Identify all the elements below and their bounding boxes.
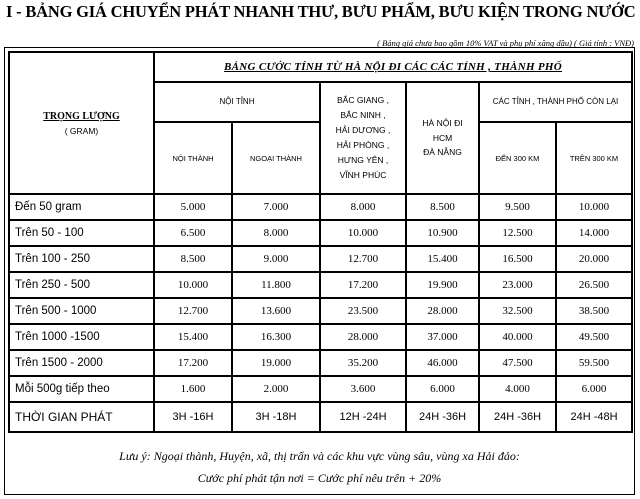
weight-unit: ( GRAM) [64, 125, 99, 136]
price-cell: 10.000 [154, 272, 232, 298]
price-cell: 28.000 [406, 298, 479, 324]
table-row [9, 350, 632, 376]
price-cell: 12.500 [479, 220, 556, 246]
price-cell: 17.200 [320, 272, 406, 298]
row-label: Trên 250 - 500 [9, 272, 154, 298]
noi-tinh-header: NỘI TỈNH [154, 82, 320, 122]
row-label: Trên 500 - 1000 [9, 298, 154, 324]
price-cell: 10.900 [406, 220, 479, 246]
provinces-line: BẮC GIANG , [337, 95, 389, 106]
price-cell: 20.000 [556, 246, 632, 272]
price-cell: 8.500 [406, 194, 479, 220]
table-row [9, 376, 632, 402]
price-cell: 10.000 [556, 194, 632, 220]
price-cell: 13.600 [232, 298, 320, 324]
price-cell: 46.000 [406, 350, 479, 376]
price-cell: 3.600 [320, 376, 406, 402]
provinces-line: HẢI DƯƠNG , [335, 125, 391, 136]
price-cell: 16.500 [479, 246, 556, 272]
price-cell: 19.900 [406, 272, 479, 298]
row-label: Trên 1000 -1500 [9, 324, 154, 350]
footer-note: Lưu ý: Ngoại thành, Huyện, xã, thị trấn và các khu vực vùng sâu, vùng xa Hải đảo: [119, 449, 520, 463]
hanoi-hcm-header [406, 82, 479, 194]
time-cell: 24H -36H [479, 402, 556, 432]
hn-line: HÀ NỘI ĐI [422, 117, 463, 128]
price-cell: 5.000 [154, 194, 232, 220]
price-cell: 16.300 [232, 324, 320, 350]
price-cell: 8.000 [320, 194, 406, 220]
price-cell: 8.500 [154, 246, 232, 272]
provinces-line: BẮC NINH , [340, 110, 386, 121]
noi-thanh-header: NỘI THÀNH [154, 122, 232, 194]
table-row [9, 272, 632, 298]
price-cell: 6.500 [154, 220, 232, 246]
price-cell: 8.000 [232, 220, 320, 246]
time-cell: 3H -18H [232, 402, 320, 432]
price-cell: 15.400 [406, 246, 479, 272]
price-cell: 15.400 [154, 324, 232, 350]
time-cell: 12H -24H [320, 402, 406, 432]
price-cell: 12.700 [154, 298, 232, 324]
price-cell: 26.500 [556, 272, 632, 298]
price-cell: 9.000 [232, 246, 320, 272]
hn-line: ĐÀ NẴNG [423, 147, 462, 158]
row-label: THỜI GIAN PHÁT [9, 402, 154, 432]
price-cell: 17.200 [154, 350, 232, 376]
row-label: Trên 50 - 100 [9, 220, 154, 246]
provinces-line: VĨNH PHÚC [339, 169, 387, 180]
time-cell: 24H -36H [406, 402, 479, 432]
hn-line: HCM [432, 132, 453, 143]
under-300km-header: ĐẾN 300 KM [479, 122, 556, 194]
footer-formula: Cước phí phát tận nơi = Cước phí nêu trên + 20% [197, 471, 442, 485]
price-cell: 7.000 [232, 194, 320, 220]
row-label: Trên 1500 - 2000 [9, 350, 154, 376]
price-cell: 11.800 [232, 272, 320, 298]
price-cell: 59.500 [556, 350, 632, 376]
price-cell: 10.000 [320, 220, 406, 246]
weight-label: TRỌNG LƯỢNG [43, 110, 120, 122]
price-note: ( Bảng giá chưa bao gồm 10% VAT và phụ phí xăng dầu) ( Giá tính : VNĐ) [377, 38, 634, 48]
price-cell: 9.500 [479, 194, 556, 220]
provinces-line: HƯNG YÊN , [337, 154, 389, 165]
price-cell: 14.000 [556, 220, 632, 246]
time-cell: 24H -48H [556, 402, 632, 432]
provinces-header [320, 82, 406, 194]
price-cell: 19.000 [232, 350, 320, 376]
table-row [9, 324, 632, 350]
price-cell: 23.000 [479, 272, 556, 298]
price-cell: 23.500 [320, 298, 406, 324]
price-cell: 40.000 [479, 324, 556, 350]
price-cell: 4.000 [479, 376, 556, 402]
row-label: Đến 50 gram [9, 194, 154, 220]
table-row [9, 298, 632, 324]
price-cell: 32.500 [479, 298, 556, 324]
row-label: Mỗi 500g tiếp theo [9, 376, 154, 402]
price-cell: 47.500 [479, 350, 556, 376]
price-cell: 49.500 [556, 324, 632, 350]
table-main-header: BẢNG CƯỚC TÍNH TỪ HÀ NỘI ĐI CÁC CÁC TỈNH , THÀNH PHỐ [154, 52, 632, 82]
other-provinces-header: CÁC TỈNH , THÀNH PHỐ CÒN LẠI [479, 82, 632, 122]
price-cell: 35.200 [320, 350, 406, 376]
price-cell: 38.500 [556, 298, 632, 324]
price-cell: 37.000 [406, 324, 479, 350]
ngoai-thanh-header: NGOẠI THÀNH [232, 122, 320, 194]
table-row [9, 220, 632, 246]
price-cell: 1.600 [154, 376, 232, 402]
price-cell: 2.000 [232, 376, 320, 402]
provinces-line: HẢI PHÒNG , [336, 140, 390, 150]
row-label: Trên 100 - 250 [9, 246, 154, 272]
weight-header [9, 52, 154, 194]
price-table [8, 51, 633, 433]
price-cell: 6.000 [556, 376, 632, 402]
table-body [9, 194, 632, 432]
time-row [9, 402, 632, 432]
price-cell: 6.000 [406, 376, 479, 402]
over-300km-header: TRÊN 300 KM [556, 122, 632, 194]
price-cell: 28.000 [320, 324, 406, 350]
time-cell: 3H -16H [154, 402, 232, 432]
table-row [9, 194, 632, 220]
price-cell: 12.700 [320, 246, 406, 272]
page-title: I - BẢNG GIÁ CHUYỂN PHÁT NHANH THƯ, BƯU PHẨM, BƯU KIỆN TRONG NƯỚC [6, 2, 636, 21]
table-row [9, 246, 632, 272]
